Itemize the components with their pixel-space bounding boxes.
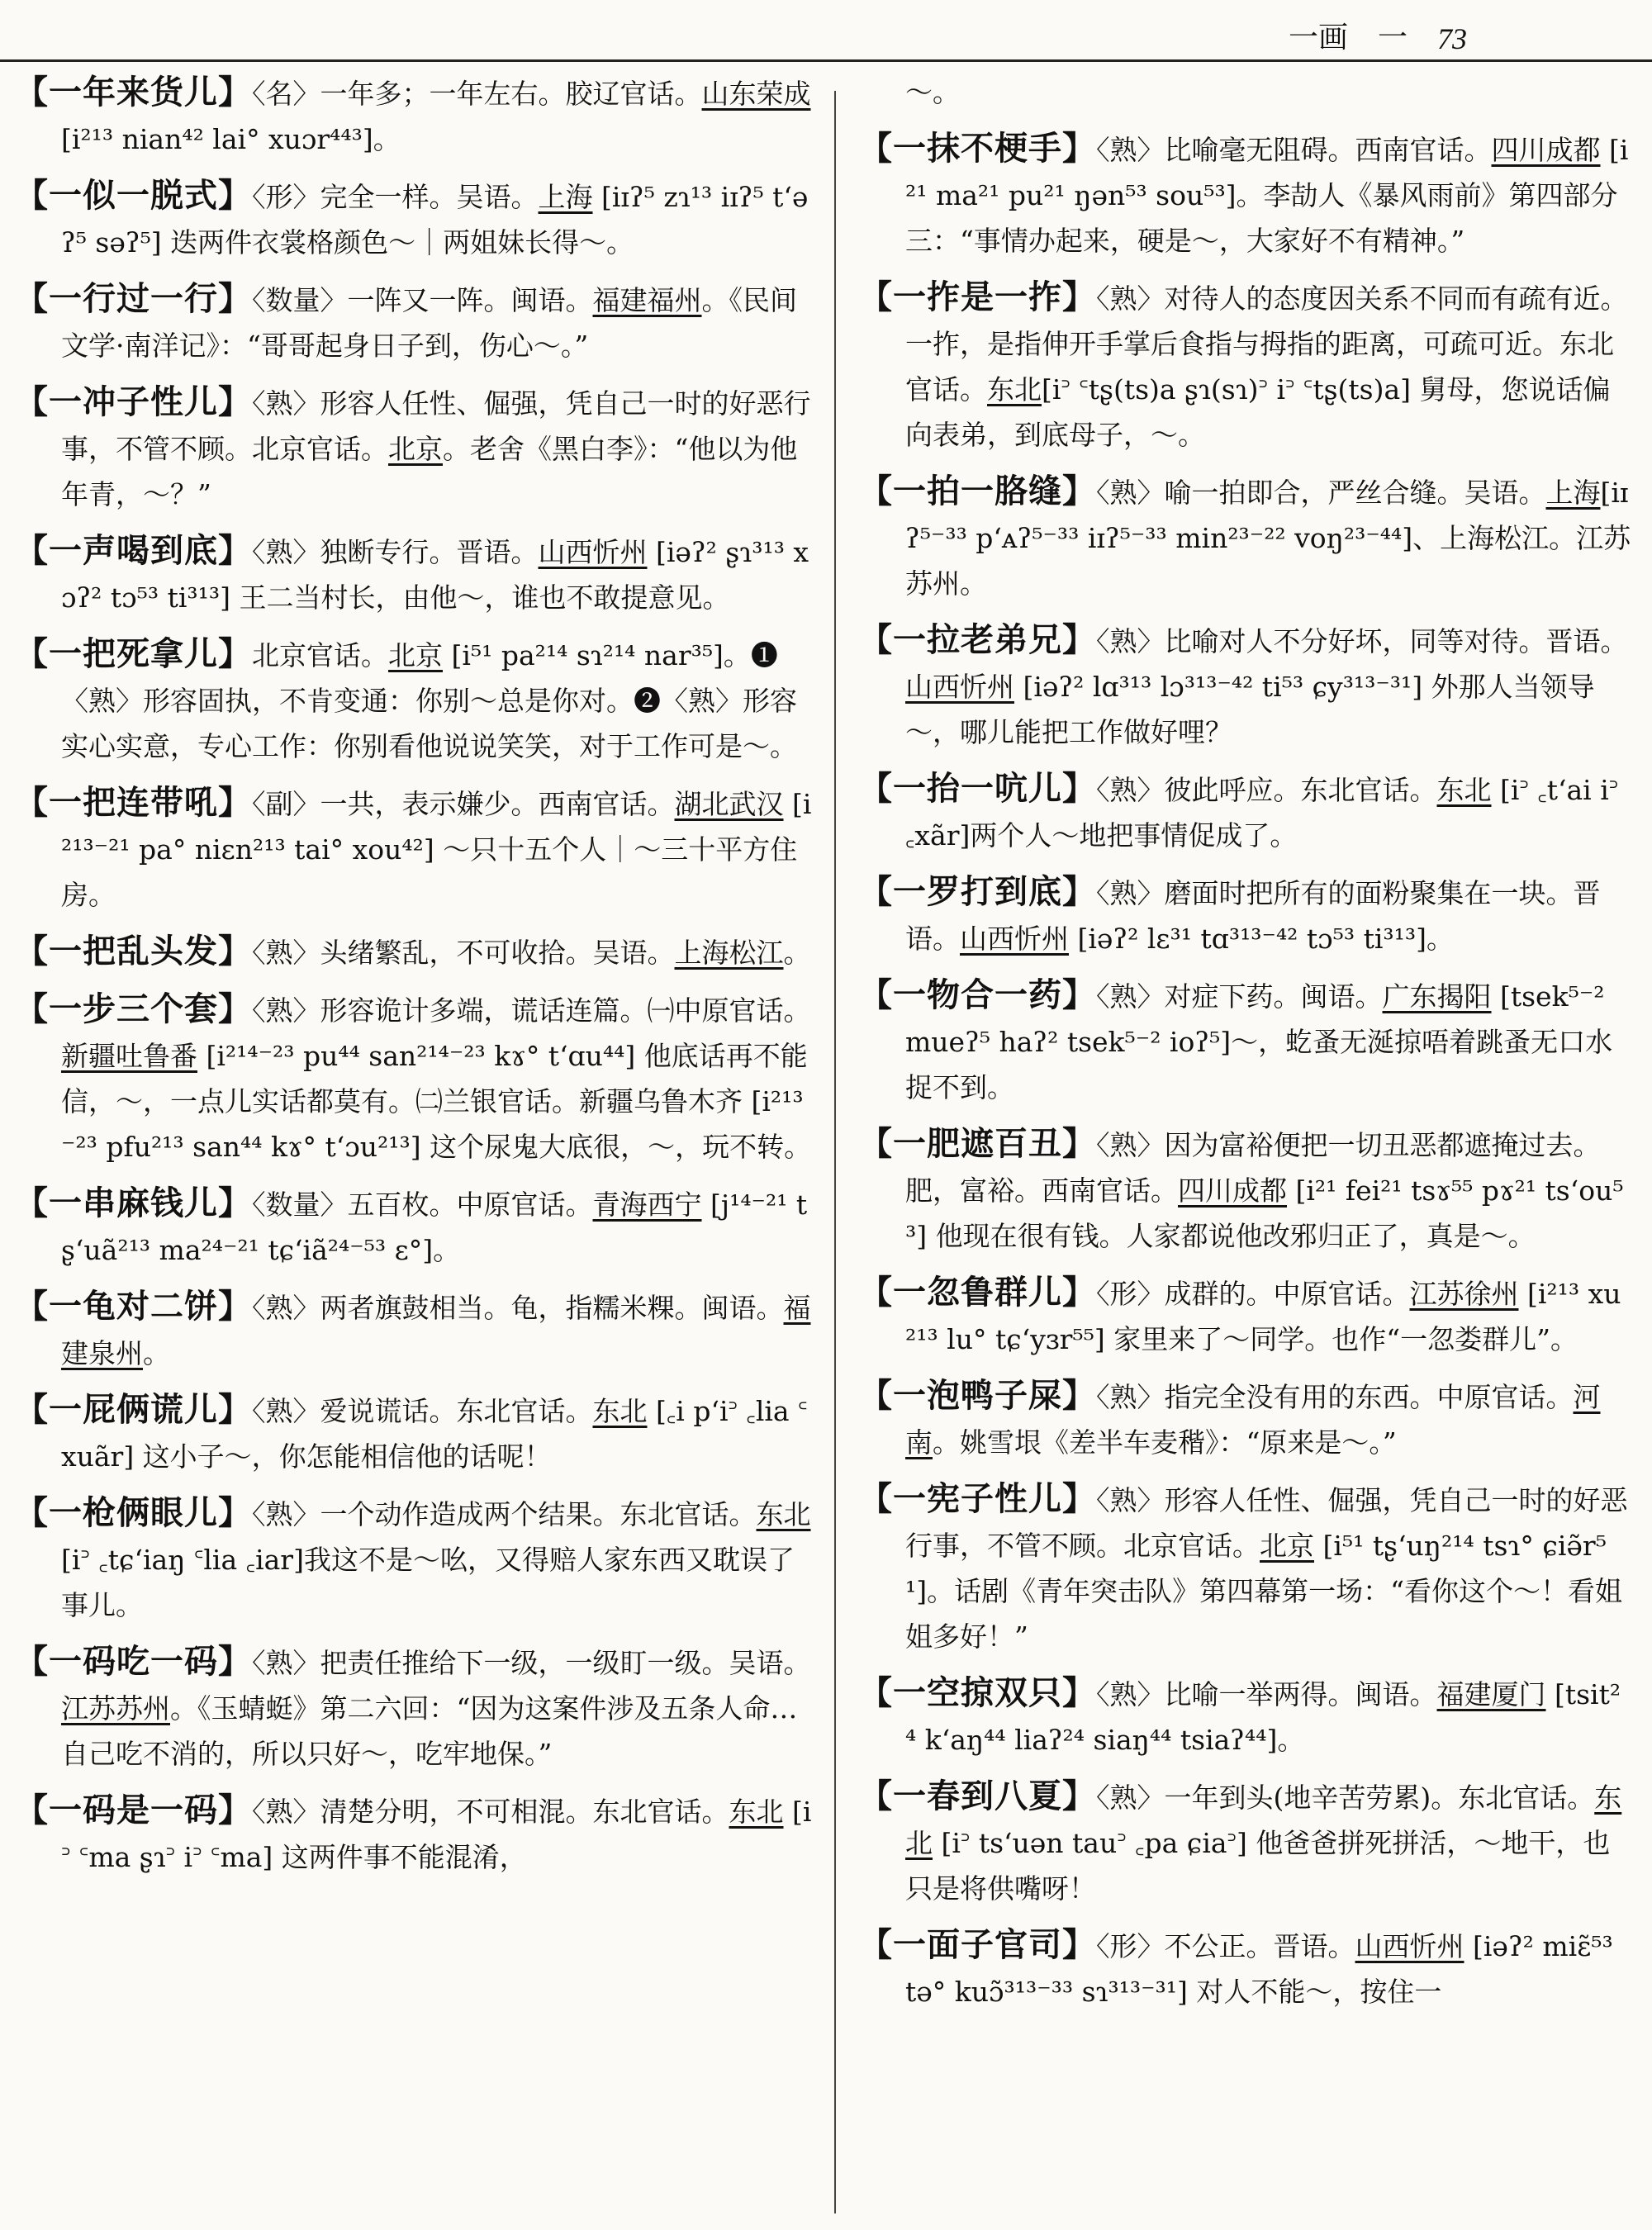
headword: 【一串麻钱儿】 [15,1184,252,1222]
location: 江苏苏州 [61,1692,170,1725]
example: [iəʔ² miɛ̃⁵³ tə° kuɔ̃³¹³⁻³³ sɿ³¹³⁻³¹] 对人不能～，按住一 [905,1930,1613,2008]
example: [i²¹³ nian⁴² lai° xuɔr⁴⁴³]。 [61,123,401,155]
location: 上海 [1545,477,1601,509]
headword: 【一空掠双只】 [859,1673,1096,1712]
dictionary-entry [15,173,814,265]
dictionary-entry [15,1490,814,1628]
headword: 【一物合一药】 [859,975,1096,1014]
example: [i꜄ ꜂ma ʂɿ꜄ i꜄ ꜂ma] 这两件事不能混淆， [61,1796,812,1873]
dictionary-entry [859,869,1631,961]
location: 新疆吐鲁番 [61,1040,197,1072]
definition: 〈熟〉独断专行。晋语。 [252,536,539,568]
entry-continuation: ～。 [905,76,960,108]
location: 福建福州 [592,284,702,316]
definition: 〈熟〉把责任推给下一级，一级盯一级。吴语。 [252,1647,811,1679]
headword: 【一把乱头发】 [15,932,252,970]
definition: 〈熟〉对症下药。闽语。 [1096,980,1383,1013]
example: [j¹⁴⁻²¹ tʂʻuã²¹³ ma²⁴⁻²¹ tɕʻiã²⁴⁻⁵³ ɛ°]。 [61,1189,808,1266]
headword: 【一似一脱式】 [15,176,252,215]
example: 。《玉蜻蜓》第二六回：“因为这案件涉及五条人命…自己吃不消的，所以只好～，吃牢地保。” [61,1692,798,1770]
column-divider [834,91,836,2213]
headword: 【一屁俩谎儿】 [15,1390,252,1429]
location: 东北 [1436,774,1492,806]
headword: 【一春到八夏】 [859,1777,1096,1815]
location: 福建泉州 [61,1292,811,1369]
dictionary-entry [15,1283,814,1376]
location: 四川成都 [1178,1174,1287,1207]
headword: 【一忽鲁群儿】 [859,1273,1096,1312]
headword: 【一龟对二饼】 [15,1287,252,1326]
example: [iɪʔ⁵⁻³³ pʻᴀʔ⁵⁻³³ iɪʔ⁵⁻³³ min²³⁻²² voŋ²³⁻⁴⁴]、上海松江。江苏苏州。 [905,477,1631,600]
left-column [15,69,814,1891]
dictionary-entry [859,274,1631,458]
section-label: 一画 一 [1289,21,1408,55]
definition: 〈熟〉磨面时把所有的面粉聚集在一块。晋语。 [905,877,1601,955]
example: [iəʔ² lɑ³¹³ lɔ³¹³⁻⁴² ti⁵³ ɕy³¹³⁻³¹] 外那人当领导～，哪儿能把工作做好哩？ [905,671,1595,748]
dictionary-entry [859,1121,1631,1259]
location: 山西忻州 [1355,1930,1464,1962]
example: [i²¹³⁻²¹ pa° niɛn²¹³ tai° xou⁴²] ～只十五个人｜～三十平方住房。 [61,788,812,911]
headword: 【一码吃一码】 [15,1642,252,1681]
definition: 〈熟〉形容诡计多端，谎话连篇。㈠中原官话。 [252,994,811,1027]
dictionary-entry [15,1180,814,1273]
definition: 〈熟〉比喻对人不分好坏，同等对待。晋语。 [1096,625,1628,657]
definition: 北京官话。 [252,639,388,671]
example: [꜀i pʻi꜄ ꜀lia ꜂xuãr] 这小子～，你怎能相信他的话呢！ [61,1395,808,1473]
location: 青海西宁 [592,1189,702,1221]
headword: 【一把连带吼】 [15,783,252,822]
definition: 〈形〉不公正。晋语。 [1096,1930,1355,1962]
location: 山西忻州 [960,923,1069,955]
definition: 〈熟〉爱说谎话。东北官话。 [252,1395,593,1427]
definition: 〈熟〉指完全没有用的东西。中原官话。 [1096,1381,1574,1413]
definition: 〈熟〉比喻毫无阻碍。西南官话。 [1096,134,1492,166]
definition: 〈数量〉五百枚。中原官话。 [252,1189,593,1221]
location: 东北 [905,1782,1622,1859]
dictionary-entry [859,1773,1631,1911]
location: 广东揭阳 [1382,980,1492,1013]
definition: 〈形〉成群的。中原官话。 [1096,1278,1410,1310]
location: 东北 [756,1498,811,1530]
definition: 〈熟〉喻一拍即合，严丝合缝。吴语。 [1096,477,1546,509]
dictionary-entry [15,1387,814,1479]
headword: 【一步三个套】 [15,989,252,1028]
location: 东北 [987,373,1042,406]
example: [i²¹³ xu²¹³ lu° tɕʻyɜr⁵⁵] 家里来了～同学。也作“一忽娄群儿”。 [905,1278,1621,1355]
example: [iəʔ² ʂɿ³¹³ xɔʔ² tɔ⁵³ ti³¹³] 王二当村长，由他～，谁也不敢提意见。 [61,536,809,614]
dictionary-entry [15,1639,814,1777]
dictionary-entry [859,1373,1631,1465]
example: [i꜄ ꜂tʂ(ts)a ʂɿ(sɿ)꜄ i꜄ ꜂tʂ(ts)a] 舅母，您说话偏向表弟，到底母子，～。 [905,373,1611,451]
location: 福建厦门 [1436,1678,1546,1710]
headword: 【一把死拿儿】 [15,634,252,673]
location: 北京 [388,639,443,671]
example: 。 [783,937,811,969]
location: 湖北武汉 [674,788,784,820]
dictionary-entry [859,1476,1631,1659]
example: 。《民间文学·南洋记》：“哥哥起身日子到，伤心～。” [61,284,797,362]
dictionary-entry [15,986,814,1170]
dictionary-entry [15,1787,814,1880]
example: [iəʔ² lɛ³¹ tɑ³¹³⁻⁴² tɔ⁵³ ti³¹³]。 [1069,923,1454,955]
definition: 〈熟〉一个动作造成两个结果。东北官话。 [252,1498,757,1530]
headword: 【一码是一码】 [15,1791,252,1829]
location: 山西忻州 [905,671,1014,703]
headword: 【一面子官司】 [859,1925,1096,1964]
location: 四川成都 [1491,134,1601,166]
dictionary-entry [859,468,1631,606]
example: [i꜄ ꜀tɕʻiaŋ ꜂lia ꜀iar]我这不是～吆，又得赔人家东西又耽误了事儿。 [61,1544,795,1621]
location: 上海 [538,181,593,213]
example: 。姚雪垠《差半车麦稭》：“原来是～。” [933,1426,1397,1459]
definition: 〈数量〉一阵又一阵。闽语。 [252,284,593,316]
headword: 【一泡鸭子屎】 [859,1376,1096,1415]
headword: 【一拉老弟兄】 [859,620,1096,659]
example: [i⁵¹ tʂʻuŋ²¹⁴ tsɿ° ɕiə̃r⁵¹]。话剧《青年突击队》第四幕第一场：“看你这个～！看姐姐多好！” [905,1530,1622,1653]
page-header [1289,7,1602,56]
dictionary-entry [15,528,814,620]
dictionary-entry [15,780,814,918]
example: [i꜄ ꜀tʻai i꜄ ꜀xãr]两个人～地把事情促成了。 [905,774,1619,852]
location: 东北 [592,1395,648,1427]
headword: 【一年来货儿】 [15,73,252,112]
example: [i²¹ ma²¹ pu²¹ ŋən⁵³ sou⁵³]。李劼人《暴风雨前》第四部分三：“事情办起来，硬是～，大家好不有精神。” [905,134,1629,257]
definition: 〈形〉完全一样。吴语。 [252,181,539,213]
example: [tsit²⁴ kʻaŋ⁴⁴ liaʔ²⁴ siaŋ⁴⁴ tsiaʔ⁴⁴]。 [905,1678,1621,1756]
headword: 【一冲子性儿】 [15,382,252,421]
example: [iɪʔ⁵ zɿ¹³ iɪʔ⁵ tʻəʔ⁵ səʔ⁵] 迭两件衣裳格颜色～｜两姐妹长得～。 [61,181,809,259]
location: 河南 [905,1381,1601,1459]
headword: 【一抹不梗手】 [859,129,1096,168]
right-column [859,69,1631,2025]
example: [tsek⁵⁻² mueʔ⁵ haʔ² tsek⁵⁻² ioʔ⁵]～，虼蚤无涎掠唔着跳蚤无口水捉不到。 [905,980,1613,1103]
example: [i²¹⁴⁻²³ pu⁴⁴ san²¹⁴⁻²³ kɤ° tʻɑu⁴⁴] 他底话再不能信，～，一点儿实话都莫有。㈡兰银官话。新疆乌鲁木齐 [i²¹³⁻²³ pfu²¹³ san⁴⁴ kɤ° tʻɔu²¹³] 这个尿鬼大底很，～，玩不转。 [61,1040,812,1163]
dictionary-entry [859,1922,1631,2014]
dictionary-entry [15,928,814,975]
definition: 〈熟〉清楚分明，不可相混。东北官话。 [252,1796,729,1828]
headword: 【一枪俩眼儿】 [15,1493,252,1532]
location: 山东荣成 [701,78,811,110]
definition: 〈副〉一共，表示嫌少。西南官话。 [252,788,675,820]
definition: 〈熟〉一年到头(地辛苦劳累)。东北官话。 [1096,1782,1595,1814]
dictionary-entry [859,1670,1631,1763]
headword: 【一行过一行】 [15,279,252,318]
example: [i꜄ tsʻuən tau꜄ ꜀pa ɕia꜄] 他爸爸拼死拼活，～地干，也只是将供嘴呀！ [905,1827,1611,1905]
definition: 〈熟〉彼此呼应。东北官话。 [1096,774,1437,806]
example: 。老舍《黑白李》：“他以为他年青，～？” [61,433,798,510]
definition: 〈名〉一年多；一年左右。胶辽官话。 [252,78,702,110]
example: [i²¹ fei²¹ tsɤ⁵⁵ pɤ²¹ tsʻou⁵³] 他现在很有钱。人家都说他改邪归正了，真是～。 [905,1174,1624,1252]
definition: 〈熟〉对待人的态度因关系不同而有疏有近。一拃，是指伸开手掌后食指与拇指的距离，可疏可近。东北官话。 [905,282,1628,406]
location: 江苏徐州 [1409,1278,1519,1310]
definition: 〈熟〉因为富裕便把一切丑恶都遮掩过去。肥，富裕。西南官话。 [905,1129,1601,1207]
definition: 〈熟〉头绪繁乱，不可收拾。吴语。 [252,937,675,969]
definition: 〈熟〉两者旗鼓相当。龟，指糯米粿。闽语。 [252,1292,784,1324]
headword: 【一声喝到底】 [15,531,252,570]
headword: 【一拃是一拃】 [859,278,1096,316]
example: 。 [143,1337,170,1369]
location: 上海松江 [674,937,784,969]
dictionary-entry [859,766,1631,858]
dictionary-entry [15,379,814,517]
headword: 【一宪子性儿】 [859,1479,1096,1518]
dictionary-entry [859,617,1631,755]
headword: 【一拍一胳缝】 [859,472,1096,510]
headword: 【一罗打到底】 [859,872,1096,911]
dictionary-entry [859,126,1631,263]
headword: 【一肥遮百丑】 [859,1124,1096,1163]
dictionary-entry [15,631,814,769]
example: [i⁵¹ pa²¹⁴ sɿ²¹⁴ nar³⁵]。❶〈熟〉形容固执，不肯变通：你别～总是你对。❷〈熟〉形容实心实意，专心工作：你别看他说说笑笑，对于工作可是～。 [61,639,797,762]
dictionary-entry [15,69,814,162]
headword: 【一抬一吭儿】 [859,769,1096,808]
dictionary-entry [859,972,1631,1110]
header-rule [0,59,1652,62]
location: 东北 [729,1796,784,1828]
location: 北京 [388,433,443,465]
location: 北京 [1260,1530,1314,1562]
definition: 〈熟〉形容人任性、倔强，凭自己一时的好恶行事，不管不顾。北京官话。 [905,1484,1628,1562]
dictionary-entry [15,276,814,368]
definition: 〈熟〉比喻一举两得。闽语。 [1096,1678,1437,1710]
dictionary-entry [859,1269,1631,1362]
location: 山西忻州 [538,536,648,568]
definition: 〈熟〉形容人任性、倔强，凭自己一时的好恶行事，不管不顾。北京官话。 [61,387,811,465]
page-number: 73 [1437,22,1468,55]
